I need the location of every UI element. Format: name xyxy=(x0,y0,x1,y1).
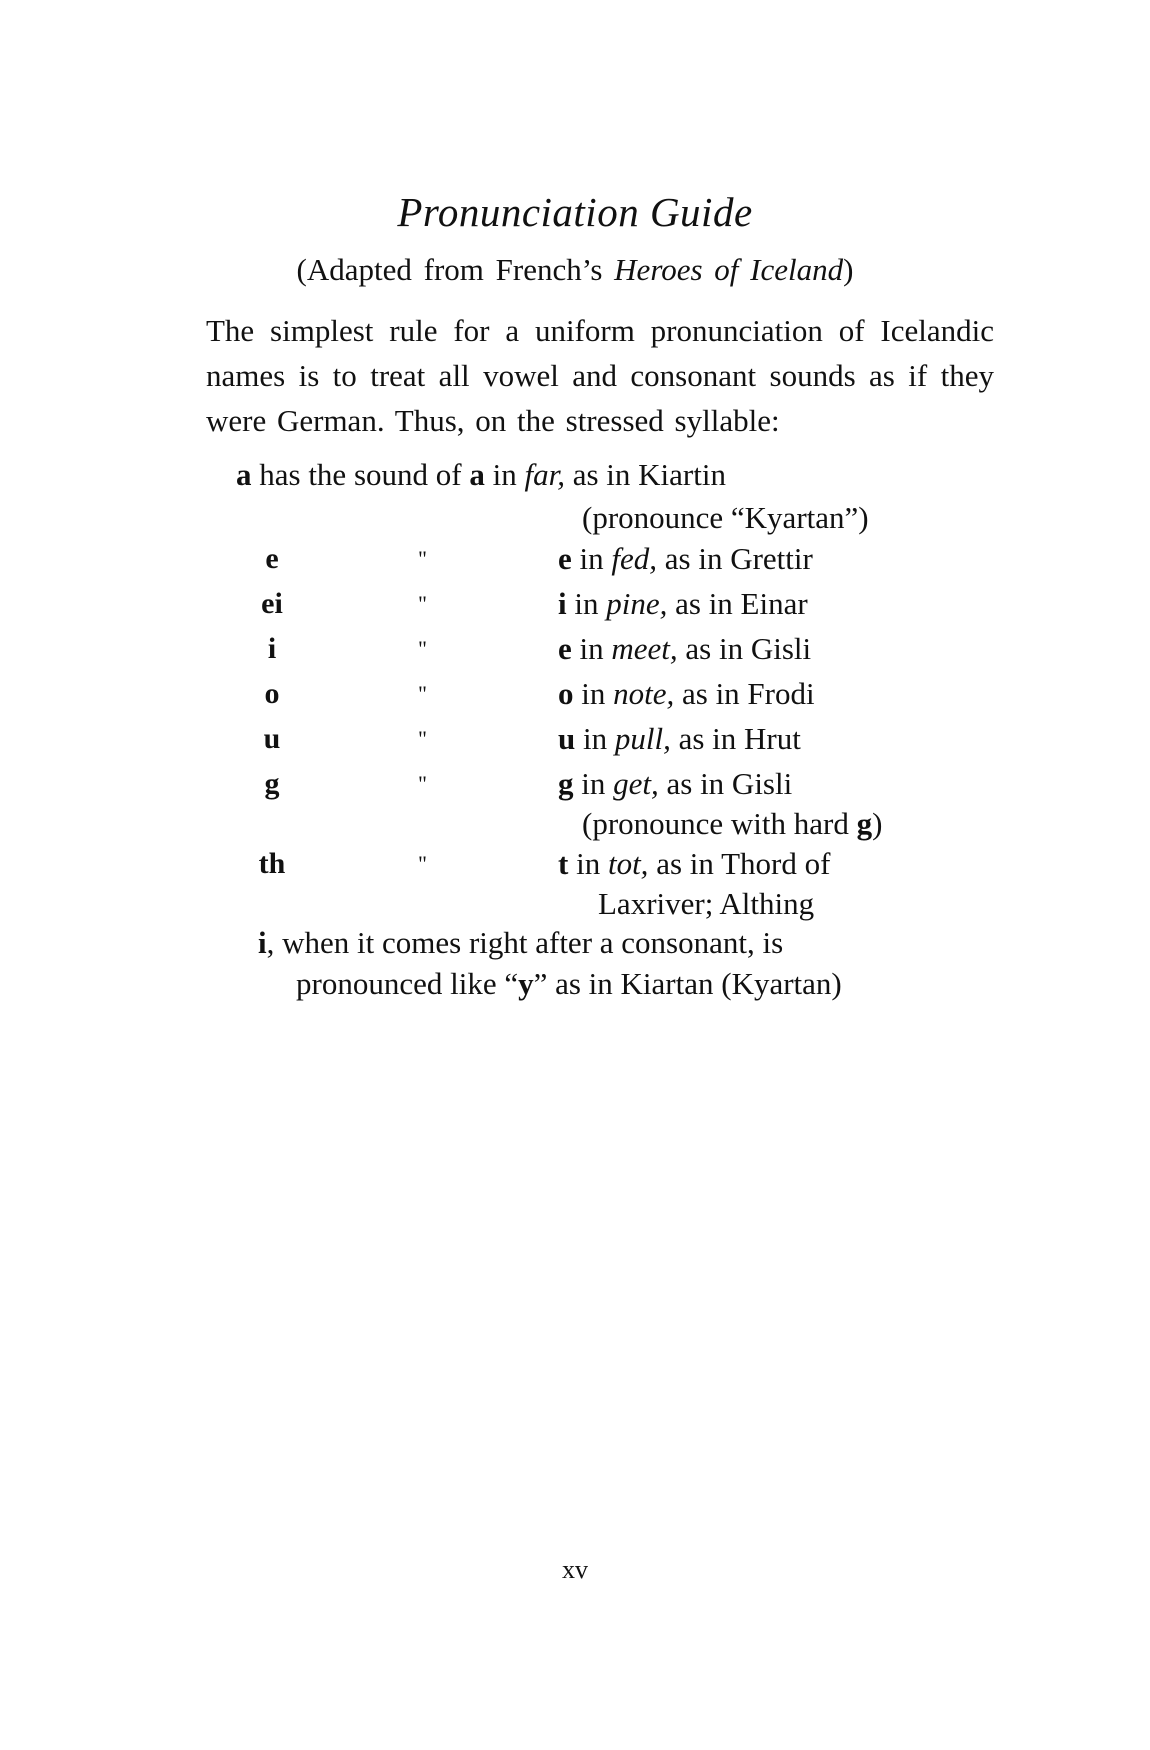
entry-example: as in Gisli xyxy=(658,766,793,801)
entry-key: u xyxy=(263,722,281,755)
entry-example: as in Grettir xyxy=(657,541,813,576)
entry-continuation xyxy=(582,801,882,846)
continuation-bold: g xyxy=(856,806,873,841)
entry-example: as in Gisli xyxy=(677,631,812,666)
entry-sound: u xyxy=(558,721,576,756)
entry-in: in xyxy=(573,676,614,711)
entry-definition xyxy=(558,581,808,626)
entry-key: ei xyxy=(261,587,283,620)
subtitle-suffix: ) xyxy=(843,252,854,287)
final-note-text: , when it comes right after a consonant, is xyxy=(266,925,784,960)
ditto-mark: " xyxy=(418,851,427,876)
page-title: Pronunciation Guide xyxy=(397,189,753,235)
final-note-line1 xyxy=(258,920,783,965)
entry-continuation: Laxriver; Althing xyxy=(598,886,815,921)
ditto-mark: " xyxy=(418,726,427,751)
entry-example: as in Einar xyxy=(667,586,808,621)
ditto-mark: " xyxy=(418,636,427,661)
intro-paragraph: The simplest rule for a uniform pronunciation of Icelandic names is to treat all vowel and consonant sounds as if they were German. Thus, on the stressed syllable: xyxy=(206,313,994,438)
entry-in: in xyxy=(568,846,608,881)
entry-sound: t xyxy=(558,846,569,881)
entry-key: th xyxy=(258,847,286,880)
ditto-mark: " xyxy=(418,591,427,616)
entry-in: in xyxy=(566,586,607,621)
entry-word: fed, xyxy=(611,541,658,576)
entry-word: tot, xyxy=(607,846,649,881)
entry-definition xyxy=(558,671,815,716)
entry-in: in xyxy=(571,541,612,576)
entry-key: a xyxy=(236,457,252,492)
subtitle-prefix: (Adapted from French’s xyxy=(296,252,615,287)
ditto-mark: " xyxy=(418,546,427,571)
entry-definition xyxy=(558,536,813,581)
entry-definition xyxy=(558,716,801,761)
entry-word: get, xyxy=(613,766,659,801)
entry-word: pull, xyxy=(614,721,671,756)
continuation-suffix: ) xyxy=(872,806,883,841)
ditto-mark: " xyxy=(418,771,427,796)
final-note-suffix: ” as in Kiartan (Kyartan) xyxy=(533,966,842,1001)
entry-sound: o xyxy=(558,676,574,711)
entry-sound: i xyxy=(558,586,567,621)
final-note-line2 xyxy=(296,961,842,1006)
entry-sound: e xyxy=(558,541,572,576)
entry-in: in xyxy=(575,721,615,756)
entry-key: i xyxy=(267,632,277,665)
entry-definition xyxy=(558,761,792,806)
entry-example: as in Thord of xyxy=(648,846,831,881)
entry-word: far, xyxy=(524,457,565,492)
final-note-bold: y xyxy=(518,966,534,1001)
entry-definition xyxy=(558,626,811,671)
entry-example: as in Kiartin xyxy=(564,457,726,492)
entry-word: note, xyxy=(613,676,675,711)
subtitle-book-title: Heroes of Iceland xyxy=(614,252,844,287)
page-number: xv xyxy=(562,1555,588,1584)
entry-sound: e xyxy=(558,631,572,666)
final-note-prefix: pronounced like “ xyxy=(296,966,519,1001)
entry-example: as in Frodi xyxy=(674,676,815,711)
entry-sound: g xyxy=(558,766,574,801)
entry-key: e xyxy=(265,542,279,575)
entry-lead: has the sound of xyxy=(251,457,470,492)
continuation-text: (pronounce with hard xyxy=(582,806,857,841)
entry-line xyxy=(236,452,726,497)
final-note-key: i xyxy=(258,925,267,960)
entry-in: in xyxy=(573,766,614,801)
entry-continuation: (pronounce “Kyartan”) xyxy=(582,500,869,535)
entry-in: in xyxy=(571,631,612,666)
entry-key: o xyxy=(264,677,280,710)
entry-example: as in Hrut xyxy=(670,721,801,756)
entry-sound: a xyxy=(469,457,485,492)
ditto-mark: " xyxy=(418,681,427,706)
entry-word: meet, xyxy=(611,631,678,666)
entry-in: in xyxy=(484,457,525,492)
entry-key: g xyxy=(264,767,280,800)
page-subtitle xyxy=(0,252,1150,288)
entry-word: pine, xyxy=(606,586,668,621)
entry-definition xyxy=(558,841,830,886)
